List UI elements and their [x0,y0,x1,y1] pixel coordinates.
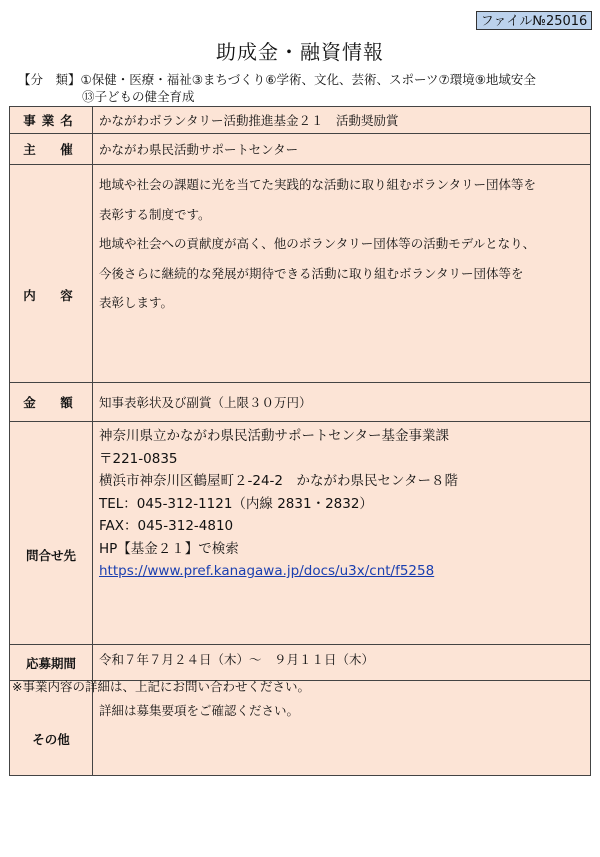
row-label-other: その他 [10,681,93,776]
contact-line-address: 横浜市神奈川区鶴屋町２-24-2 かながわ県民センター８階 [99,473,458,489]
contact-line-office: 神奈川県立かながわ県民活動サポートセンター基金事業課 [99,428,450,444]
row-value-other: 詳細は募集要項をご確認ください。 [93,681,591,776]
row-value-period: 令和７年７月２４日（木）～ ９月１１日（木） [93,645,591,681]
row-value-contact [93,422,591,645]
row-label-amount: 金 額 [10,383,93,422]
row-value-host: かながわ県民活動サポートセンター [93,134,591,165]
footnote: ※事業内容の詳細は、上記にお問い合わせください。 [12,679,310,694]
row-label-host: 主 催 [10,134,93,165]
table-row-name [10,107,591,134]
row-label-content: 内 容 [10,165,93,383]
page-title: 助成金・融資情報 [216,40,384,64]
content-line: 地域や社会の課題に光を当てた実践的な活動に取り組むボランタリー団体等を [99,177,537,192]
category-section [18,71,588,105]
row-value-amount: 知事表彰状及び副賞（上限３０万円） [93,383,591,422]
row-label-period: 応募期間 [10,645,93,681]
content-line: 地域や社会への貢献度が高く、他のボランタリー団体等の活動モデルとなり、 [99,236,536,251]
table-row-content [10,165,591,383]
contact-line-tel: TEL：045-312-1121（内線 2831・2832） [99,495,373,512]
row-label-name: 事業名 [10,107,93,134]
content-line: 今後さらに継続的な発展が期待できる活動に取り組むボランタリー団体等を [99,265,524,281]
category-list-line2: ⑬子どもの健全育成 [82,89,195,104]
table-row-host [10,134,591,165]
content-line: 表彰します。 [99,295,174,310]
row-label-contact: 問合せ先 [10,422,93,645]
contact-url-link[interactable]: https://www.pref.kanagawa.jp/docs/u3x/cnt/f5258 [99,563,435,579]
category-label: 【分 類】 [18,72,81,87]
table-row-period [10,645,591,681]
row-value-content [93,165,591,383]
table-row-contact [10,422,591,645]
contact-line-fax: FAX：045-312-4810 [99,518,234,534]
table-row-amount [10,383,591,422]
file-number-badge: ファイル№25016 [476,11,592,30]
contact-line-hp: HP【基金２１】で検索 [99,540,239,557]
content-line: 表彰する制度です。 [99,206,211,222]
contact-line-postal: 〒221-0835 [99,450,178,467]
category-list-line1: ①保健・医療・福祉③まちづくり⑥学術、文化、芸術、スポーツ⑦環境⑨地域安全 [80,72,536,87]
row-value-name: かながわボランタリー活動推進基金２１ 活動奨励賞 [93,107,591,134]
info-table [9,106,591,776]
